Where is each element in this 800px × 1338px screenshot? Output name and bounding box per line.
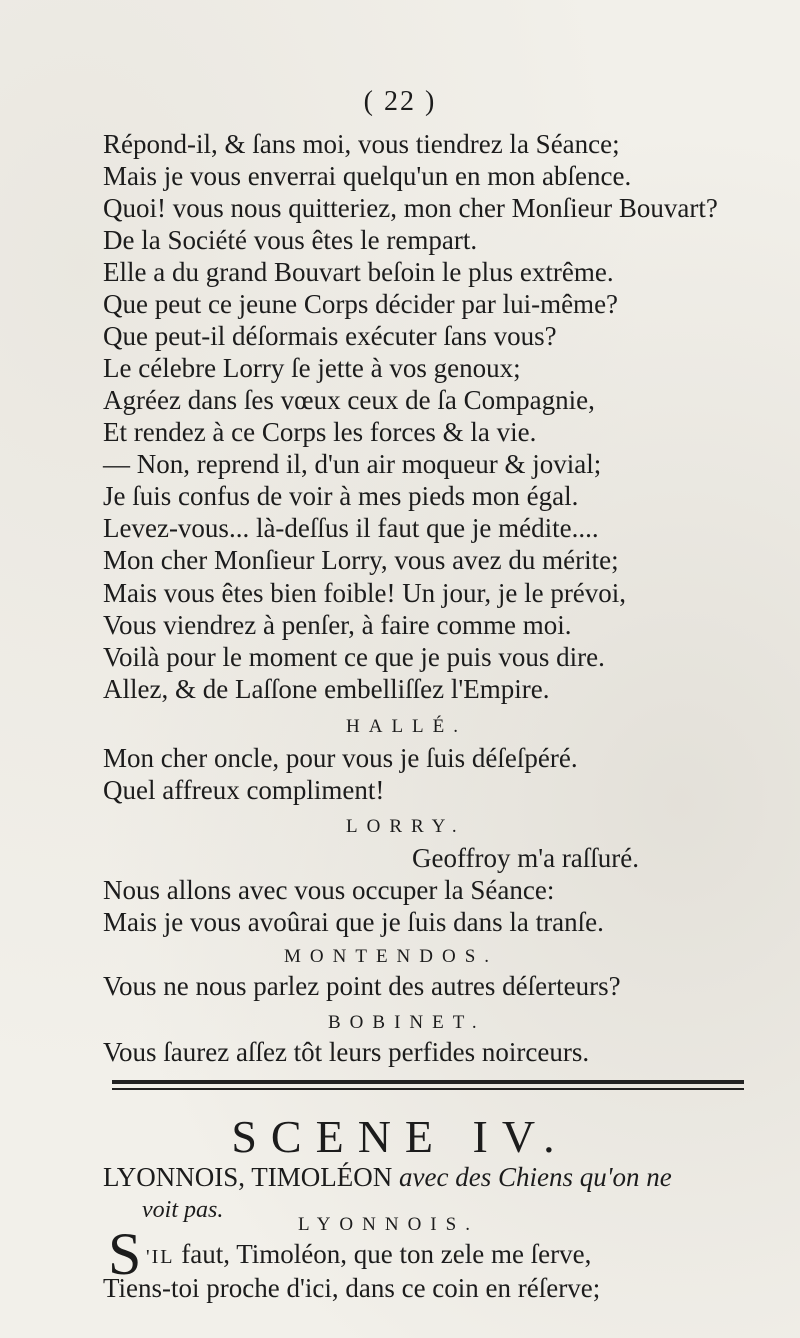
- verse-line: Et rendez à ce Corps les forces & la vie.: [103, 417, 537, 447]
- speaker-lorry: LORRY.: [346, 816, 466, 837]
- verse-line: Le célebre Lorry ſe jette à vos genoux;: [103, 353, 521, 383]
- verse-line: Nous allons avec vous occuper la Séance:: [103, 875, 555, 905]
- page-number: ( 22 ): [363, 86, 437, 117]
- verse-line: Répond-il, & ſans moi, vous tiendrez la Séance;: [103, 129, 620, 159]
- small-caps-word: 'IL: [146, 1246, 175, 1268]
- verse-line: Mon cher oncle, pour vous je ſuis déſeſpéré.: [103, 743, 578, 773]
- drop-cap: S: [108, 1221, 142, 1287]
- verse-line: Geoffroy m'a raſſuré.: [412, 843, 640, 873]
- verse-line: Que peut ce jeune Corps décider par lui-même?: [103, 289, 619, 319]
- verse-line: Mais vous êtes bien foible! Un jour, je le prévoi,: [103, 578, 627, 608]
- verse-line: Mon cher Monſieur Lorry, vous avez du mérite;: [103, 545, 619, 575]
- character-names: LYONNOIS, TIMOLÉON: [103, 1162, 393, 1192]
- verse-line: De la Société vous êtes le rempart.: [103, 225, 478, 255]
- verse-line: Tiens-toi proche d'ici, dans ce coin en réſerve;: [103, 1273, 601, 1303]
- speaker-halle: HALLÉ.: [346, 716, 468, 737]
- double-rule-bottom: [112, 1088, 744, 1090]
- verse-line: Allez, & de Laſſone embelliſſez l'Empire.: [103, 674, 550, 704]
- stage-direction-continued: voit pas.: [142, 1197, 224, 1223]
- double-rule-top: [112, 1080, 744, 1084]
- verse-line: Levez-vous... là-deſſus il faut que je médite....: [103, 513, 599, 543]
- verse-line: Quel affreux compliment!: [103, 775, 385, 805]
- verse-line: Mais je vous enverrai quelqu'un en mon abſence.: [103, 161, 632, 191]
- verse-line: Vous viendrez à penſer, à faire comme moi.: [103, 610, 572, 640]
- stage-direction: avec des Chiens qu'on ne: [399, 1162, 672, 1192]
- verse-line: — Non, reprend il, d'un air moqueur & jovial;: [103, 449, 602, 479]
- scene-characters: [103, 1162, 672, 1193]
- speaker-montendos: MONTENDOS.: [284, 946, 499, 967]
- verse-line: Quoi! vous nous quitteriez, mon cher Monſieur Bouvart?: [103, 193, 718, 223]
- verse-line: Je ſuis confus de voir à mes pieds mon égal.: [103, 481, 579, 511]
- scene-title: SCENE IV.: [231, 1111, 569, 1162]
- verse-line-rest: faut, Timoléon, que ton zele me ſerve,: [181, 1239, 592, 1269]
- speaker-bobinet: BOBINET.: [328, 1012, 486, 1033]
- verse-line: Que peut-il déſormais exécuter ſans vous?: [103, 321, 557, 351]
- verse-line: [146, 1238, 591, 1273]
- verse-line: Elle a du grand Bouvart beſoin le plus extrême.: [103, 257, 614, 287]
- verse-line: Voilà pour le moment ce que je puis vous dire.: [103, 642, 605, 672]
- verse-line: Vous ſaurez aſſez tôt leurs perfides noirceurs.: [103, 1037, 590, 1067]
- verse-line: Mais je vous avoûrai que je ſuis dans la tranſe.: [103, 907, 604, 937]
- speaker-lyonnois: LYONNOIS.: [298, 1214, 479, 1235]
- verse-line: Vous ne nous parlez point des autres déſerteurs?: [103, 971, 621, 1001]
- verse-line: Agréez dans ſes vœux ceux de ſa Compagnie,: [103, 385, 595, 415]
